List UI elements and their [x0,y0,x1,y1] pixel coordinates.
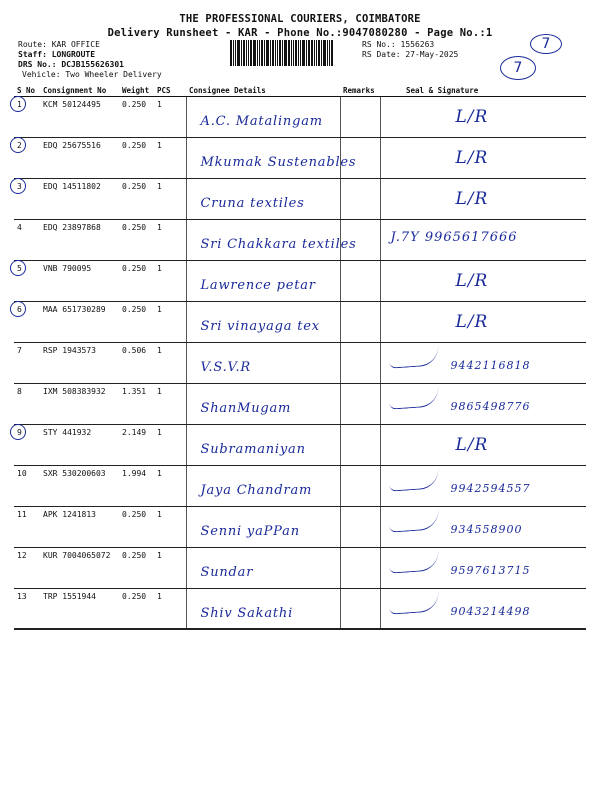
row-weight: 0.250 [119,138,154,179]
row-remarks [340,179,380,220]
row-weight: 1.351 [119,384,154,425]
handwritten-circle-mark [10,260,26,276]
row-pcs: 1 [154,261,186,302]
row-consignee [186,466,340,507]
handwritten-seal: L/R [455,189,489,209]
row-consignment-no: IXM 508383932 [40,384,119,425]
handwritten-consignee-name: Lawrence petar [200,278,316,293]
row-remarks [340,384,380,425]
drs-text: DRS No.: DCJB155626301 [18,60,124,69]
table-body [14,97,586,630]
row-seal-signature [380,138,586,179]
row-remarks [340,302,380,343]
row-consignment-no: RSP 1943573 [40,343,119,384]
row-consignment-no: EDQ 25675516 [40,138,119,179]
footer-divider [14,628,586,629]
handwritten-consignee-name: Subramaniyan [200,442,306,457]
row-weight: 0.250 [119,548,154,589]
handwritten-consignee-name: A.C. Matalingam [200,114,323,129]
handwritten-consignee-name: Sri Chakkara textiles [200,237,357,252]
handwritten-circle-mark [10,178,26,194]
row-seal-signature [380,466,586,507]
row-weight: 2.149 [119,425,154,466]
row-sno: 13 [14,589,40,630]
row-consignee [186,261,340,302]
handwritten-phone-number: 9442116818 [450,359,531,372]
row-weight: 0.250 [119,179,154,220]
row-remarks [340,548,380,589]
table-row [14,179,586,220]
row-sno: 4 [14,220,40,261]
rs-date: RS Date: 27-May-2025 [362,50,459,59]
handwritten-consignee-name: Senni yaPPan [200,524,300,539]
handwritten-consignee-name: Sundar [200,565,254,580]
row-remarks [340,343,380,384]
handwritten-consignee-name: ShanMugam [200,401,292,416]
barcode-image [230,40,350,66]
handwritten-signature [388,550,439,573]
row-remarks [340,425,380,466]
col-pcs: PCS [154,84,186,97]
handwritten-signature [388,509,439,532]
table-row [14,220,586,261]
row-consignee [186,179,340,220]
row-sno: 8 [14,384,40,425]
row-sno: 9 [14,425,40,466]
runsheet-table [14,84,586,630]
handwritten-seal: L/R [455,312,489,332]
table-row [14,507,586,548]
table-row [14,302,586,343]
handwritten-circle-mark [10,96,26,112]
handwritten-consignee-name: Sri vinayaga tex [200,319,320,334]
row-weight: 0.250 [119,261,154,302]
row-pcs: 1 [154,220,186,261]
handwritten-seal: L/R [455,271,489,291]
row-consignee [186,97,340,138]
handwritten-signature [388,591,439,614]
row-remarks [340,466,380,507]
row-sno: 10 [14,466,40,507]
handwritten-circle-mark [10,301,26,317]
row-consignment-no: EDQ 23897868 [40,220,119,261]
row-weight: 0.506 [119,343,154,384]
row-pcs: 1 [154,507,186,548]
row-seal-signature [380,97,586,138]
row-seal-signature [380,179,586,220]
row-consignee [186,302,340,343]
row-sno: 1 [14,97,40,138]
row-consignment-no: APK 1241813 [40,507,119,548]
table-row [14,589,586,630]
runsheet-subtitle: Delivery Runsheet - KAR - Phone No.:9047080280 - Page No.:1 [107,27,493,39]
row-consignee [186,384,340,425]
row-seal-signature [380,261,586,302]
row-pcs: 1 [154,589,186,630]
table-row [14,425,586,466]
table-row [14,138,586,179]
row-seal-signature [380,343,586,384]
col-consignee: Consignee Details [186,84,340,97]
row-seal-signature [380,507,586,548]
row-consignee [186,220,357,261]
col-consignment: Consignment No [40,84,119,97]
row-consignment-no: TRP 1551944 [40,589,119,630]
row-consignee [186,343,340,384]
handwritten-signature [388,386,439,409]
row-remarks [340,507,380,548]
row-consignee [186,507,340,548]
runsheet-header [0,12,600,40]
row-seal-signature [380,220,586,261]
table-row [14,384,586,425]
row-seal-signature [380,384,586,425]
row-consignment-no: SXR 530200603 [40,466,119,507]
row-pcs: 1 [154,384,186,425]
handwritten-signature [388,345,439,368]
vehicle-text: Vehicle: Two Wheeler Delivery [22,70,162,79]
handwritten-phone-number: 9865498776 [450,400,531,413]
row-seal-signature [380,548,586,589]
row-seal-signature [380,589,586,630]
row-consignment-no: VNB 790095 [40,261,119,302]
row-weight: 0.250 [119,507,154,548]
row-remarks [340,97,380,138]
table-row [14,466,586,507]
row-consignee [186,138,357,179]
row-weight: 0.250 [119,220,154,261]
handwritten-seal: L/R [455,148,489,168]
col-seal-signature: Seal & Signature [380,84,586,97]
table-header-row [14,84,586,97]
row-remarks [340,261,380,302]
row-weight: 0.250 [119,302,154,343]
rs-info [362,40,458,60]
handwritten-phone-number: 9597613715 [450,564,531,577]
col-weight: Weight [119,84,154,97]
row-consignee [186,548,340,589]
handwritten-circle-mark [10,137,26,153]
table-row [14,548,586,589]
route-text: Route: KAR OFFICE [18,40,100,49]
handwritten-seal: L/R [455,107,489,127]
company-title: THE PROFESSIONAL COURIERS, COIMBATORE [179,13,421,25]
handwritten-seal: J.7Y 9965617666 [390,230,518,245]
row-consignee [186,589,340,630]
row-pcs: 1 [154,548,186,589]
row-sno: 11 [14,507,40,548]
handwritten-phone-number: 9043214498 [450,605,531,618]
row-pcs: 1 [154,343,186,384]
row-seal-signature [380,302,586,343]
table-row [14,261,586,302]
row-remarks [340,589,380,630]
row-pcs: 1 [154,97,186,138]
handwritten-circle-mark [10,424,26,440]
row-sno: 6 [14,302,40,343]
handwritten-phone-number: 934558900 [450,523,523,536]
col-remarks: Remarks [340,84,380,97]
row-seal-signature [380,425,586,466]
row-pcs: 1 [154,138,186,179]
handwritten-consignee-name: Cruna textiles [200,196,305,211]
handwritten-consignee-name: V.S.V.R [200,360,251,375]
row-pcs: 1 [154,302,186,343]
row-consignment-no: MAA 651730289 [40,302,119,343]
row-sno: 2 [14,138,40,179]
row-pcs: 1 [154,425,186,466]
row-consignment-no: KCM 50124495 [40,97,119,138]
table-row [14,97,586,138]
handwritten-consignee-name: Jaya Chandram [200,483,313,498]
handwritten-signature [388,468,439,491]
row-sno: 5 [14,261,40,302]
handwritten-seal: L/R [455,435,489,455]
handwritten-circle-mark-2: 7 [500,56,536,80]
row-weight: 0.250 [119,589,154,630]
handwritten-circle-mark-1: 7 [530,34,562,54]
row-sno: 3 [14,179,40,220]
row-sno: 7 [14,343,40,384]
row-consignment-no: KUR 7004065072 [40,548,119,589]
row-pcs: 1 [154,466,186,507]
row-consignment-no: STY 441932 [40,425,119,466]
col-sno: S No [14,84,40,97]
table-row [14,343,586,384]
staff-text: Staff: LONGROUTE [18,50,96,59]
handwritten-phone-number: 9942594557 [450,482,531,495]
row-consignment-no: EDQ 14511802 [40,179,119,220]
row-weight: 0.250 [119,97,154,138]
route-info [18,40,162,80]
handwritten-consignee-name: Shiv Sakathi [200,606,294,621]
row-sno: 12 [14,548,40,589]
row-weight: 1.994 [119,466,154,507]
row-pcs: 1 [154,179,186,220]
row-consignee [186,425,340,466]
rs-number: RS No.: 1556263 [362,40,435,49]
handwritten-consignee-name: Mkumak Sustenables [200,155,357,170]
